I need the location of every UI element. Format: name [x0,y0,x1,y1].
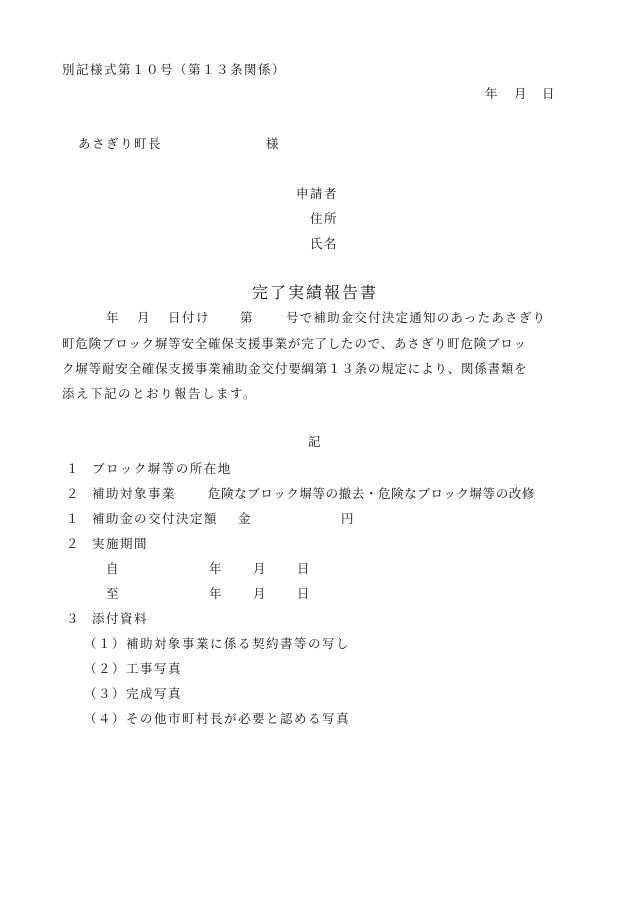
item-number: １ [66,461,81,476]
item-number: １ [66,511,81,526]
period-from-label: 自 [106,561,121,576]
period-to-label: 至 [106,586,121,601]
ki-heading: 記 [308,434,323,449]
period-from-month: 月 [253,561,268,576]
body-line-3: ク塀等耐安全確保支援事業補助金交付要綱第１３条の規定により、関係書類を [62,361,528,376]
item-number: ３ [66,611,81,626]
body-line-4: 添え下記のとおり報告します。 [62,386,258,401]
item-unit: 円 [341,511,356,526]
period-to-day: 日 [297,586,312,601]
applicant-name-label: 氏名 [310,236,339,251]
item-value: 危険なブロック塀等の撤去・危険なブロック塀等の改修 [208,486,536,501]
item-label: 補助対象事業 [92,486,177,501]
form-number: 別記様式第１０号（第１３条関係） [62,62,287,77]
item-value: 金 [238,511,253,526]
item-label: 補助金の交付決定額 [92,511,219,526]
attachment-item: （１）補助対象事業に係る契約書等の写し [84,636,351,651]
period-from-day: 日 [297,561,312,576]
attachment-item: （４）その他市町村長が必要と認める写真 [84,711,351,726]
addressee-honorific: 様 [266,136,281,151]
item-number: ２ [66,536,81,551]
body-year: 年 [106,310,121,325]
body-line-1: 号で補助金交付決定通知のあったあさぎり [286,310,547,325]
body-day-issued: 日付け [168,310,211,325]
addressee-name: あさぎり町長 [78,136,163,151]
period-to-month: 月 [253,586,268,601]
body-month: 月 [137,310,152,325]
applicant-address-label: 住所 [310,211,339,226]
item-label: ブロック塀等の所在地 [92,461,232,476]
applicant-label: 申請者 [296,186,339,201]
attachments-label: 添付資料 [92,611,149,626]
date-day: 日 [542,86,557,101]
item-number: ２ [66,486,81,501]
body-number-prefix: 第 [240,310,255,325]
attachment-item: （３）完成写真 [84,686,183,701]
attachment-item: （２）工事写真 [84,661,183,676]
document-title: 完了実績報告書 [252,283,379,302]
period-to-year: 年 [209,586,224,601]
item-label: 実施期間 [92,536,149,551]
date-month: 月 [514,86,529,101]
date-year: 年 [485,86,500,101]
body-line-2: 町危険ブロック塀等安全確保支援事業が完了したので、あさぎり町危険ブロッ [62,336,527,351]
period-from-year: 年 [209,561,224,576]
